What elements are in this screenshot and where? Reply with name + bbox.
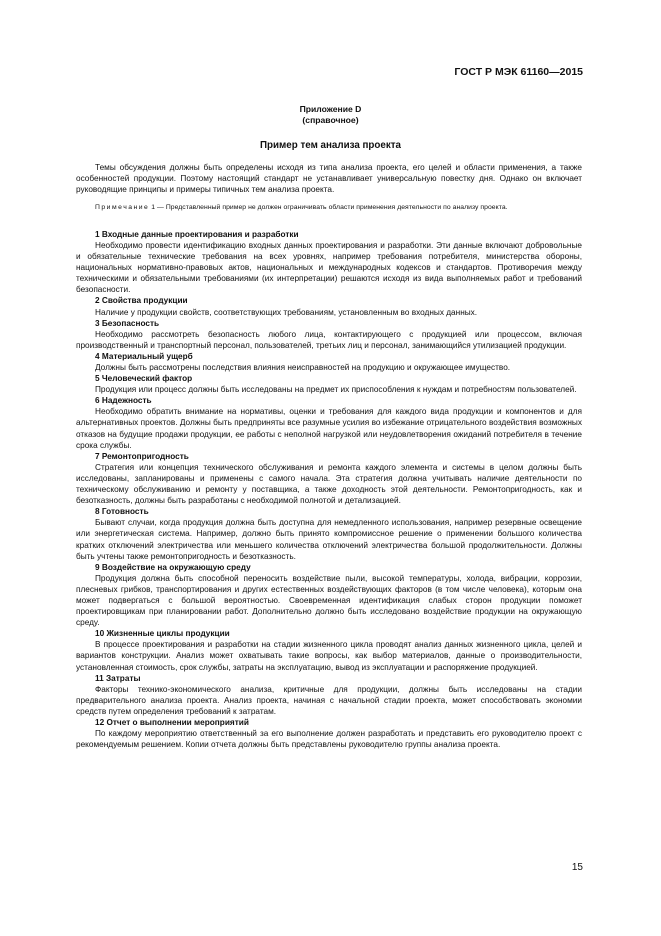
topic-text: В процессе проектирования и разработки на стадии жизненного цикла проводят анализ данных жизненного цикла, целей и вариантов конструкции. Анализ может охватывать такие вопросы, как выбор материалов, данные о производительности, установленная стоимость, срок службы, затраты на эксплуатацию, вывод из эксплуатации и распоряжение продукцией. xyxy=(76,640,582,672)
topic-title: 6 Надежность xyxy=(95,396,152,406)
topic-title: 7 Ремонтопригодность xyxy=(95,451,189,461)
topics-list xyxy=(76,229,582,750)
topic-text: Необходимо провести идентификацию входных данных проектирования и разработки. Эти данные включают добровольные и обязательные технические требования на всех уровнях, например требования потребителя, министерства обороны, национальных нормативно-правовых актов, национальных и международных кодексов и стандартов. Противоречия между техническими и обязательными требованиями (их интерпретации) решаются исходя из вида выполняемых работ и требований безопасности. xyxy=(76,240,582,295)
topic-text: Должны быть рассмотрены последствия влияния неисправностей на продукцию и окружающее имущество. xyxy=(95,363,511,372)
topic-title: 4 Материальный ущерб xyxy=(95,351,193,361)
appendix-title-block xyxy=(0,104,661,126)
topic-text: Стратегия или концепция технического обслуживания и ремонта каждого элемента и системы в целом должны быть исследованы, запланированы и применены с самого начала. Эта стратегия должна учитывать наличие деятельности по техническому обслуживанию и ремонту у поставщика, а также доходность этой деятельности. Ремонтопригодность, как и безотказность, должны быть разработаны с необходимой полнотой и детализацией. xyxy=(76,462,582,506)
topic-text: Бывают случаи, когда продукция должна быть доступна для немедленного использования, например резервные освещение или энергетическая система. Например, должно быть принято компромиссное решение о применении большого количества кратких отключений электричества или меньшего количества отключений электричества большой продолжительности. Должны быть учтены также ремонтопригодность и безотказность. xyxy=(76,518,582,561)
topic-item xyxy=(76,395,582,450)
appendix-subtitle: (справочное) xyxy=(302,115,359,125)
note-text: 1 — Представленный пример не должен ограничивать области применения деятельности по анализу проекта. xyxy=(149,204,508,212)
topic-title: 8 Готовность xyxy=(95,507,149,517)
appendix-title: Приложение D xyxy=(299,104,362,114)
topic-text: Наличие у продукции свойств, соответствующих требованиям, установленным во входных данных. xyxy=(95,307,478,317)
topic-item xyxy=(76,229,582,296)
topic-text: По каждому мероприятию ответственный за его выполнение должен разработать и представить его руководителю проект с рекомендуемым решением. Копии отчета должны быть представлены руководителю группы анализа проекта. xyxy=(76,729,582,750)
topic-title: 2 Свойства продукции xyxy=(95,296,188,306)
topic-item xyxy=(76,506,582,561)
topic-title: 3 Безопасность xyxy=(95,318,160,328)
topic-text: Продукция должна быть способной переносить воздействие пыли, высокой температуры, холода, вибрации, коррозии, плесневых грибков, транспортирования и других естественных воздействующих факторов (в том числе человека), которым она может подвергаться с большой вероятностью. Своевременная идентификация слабых сторон продукции поможет проектировщикам при планировании работ. Дополнительно должно быть исследовано воздействие продукции на окружающую среду. xyxy=(76,573,582,628)
note-paragraph xyxy=(76,203,582,213)
topic-item xyxy=(76,717,582,750)
topic-title: 10 Жизненные циклы продукции xyxy=(95,629,230,639)
document-body xyxy=(76,162,582,750)
topic-text: Факторы технико-экономического анализа, критичные для продукции, должны быть исследованы на стадии предварительного анализа проекта. Анализ проекта, начиная с начальной стадии проекта, может способствовать экономии средств путем определения требований к затратам. xyxy=(76,684,582,716)
topic-item xyxy=(76,562,582,629)
topic-text: Необходимо рассмотреть безопасность любого лица, контактирующего с продукцией или процессом, включая производственный и транспортный персонал, пользователей, третьих лиц и персонал, занимающийся утилизацией продукции. xyxy=(76,329,582,350)
standard-header: ГОСТ Р МЭК 61160—2015 xyxy=(454,66,583,78)
topic-item xyxy=(76,318,582,351)
topic-title: 11 Затраты xyxy=(95,673,141,683)
intro-paragraph: Темы обсуждения должны быть определены исходя из типа анализа проекта, его целей и области применения, а также особенностей продукции. Поэтому настоящий стандарт не устанавливает универсальную повестку дня. Однако он включает руководящие принципы и примеры типичных тем анализа проекта. xyxy=(76,163,582,195)
topic-item xyxy=(76,451,582,506)
topic-title: 5 Человеческий фактор xyxy=(95,374,193,384)
topic-title: 9 Воздействие на окружающую среду xyxy=(95,562,251,572)
topic-text: Продукция или процесс должны быть исследованы на предмет их приспособления к нуждам и потребностям пользователей. xyxy=(95,385,577,395)
topic-item xyxy=(76,373,582,395)
topic-item xyxy=(76,628,582,672)
page-number: 15 xyxy=(571,862,583,873)
topic-item xyxy=(76,295,582,317)
topic-title: 12 Отчет о выполнении мероприятий xyxy=(95,718,249,727)
topic-title: 1 Входные данные проектирования и разработки xyxy=(95,229,299,239)
topic-item xyxy=(76,673,582,717)
topic-text: Необходимо обратить внимание на нормативы, оценки и требования для каждого вида продукции и компонентов и для альтернативных проектов. Должны быть предприняты все разумные усилия во избежание отрицательного воздействия возможных отказов на будущие продажи продукции, ее работы с неполной нагрузкой или неудовлетворения ожиданий потребителя в течение срока службы. xyxy=(76,407,582,450)
topic-item xyxy=(76,351,582,373)
section-heading: Пример тем анализа проекта xyxy=(260,140,401,151)
note-label: Примечание xyxy=(95,204,150,212)
